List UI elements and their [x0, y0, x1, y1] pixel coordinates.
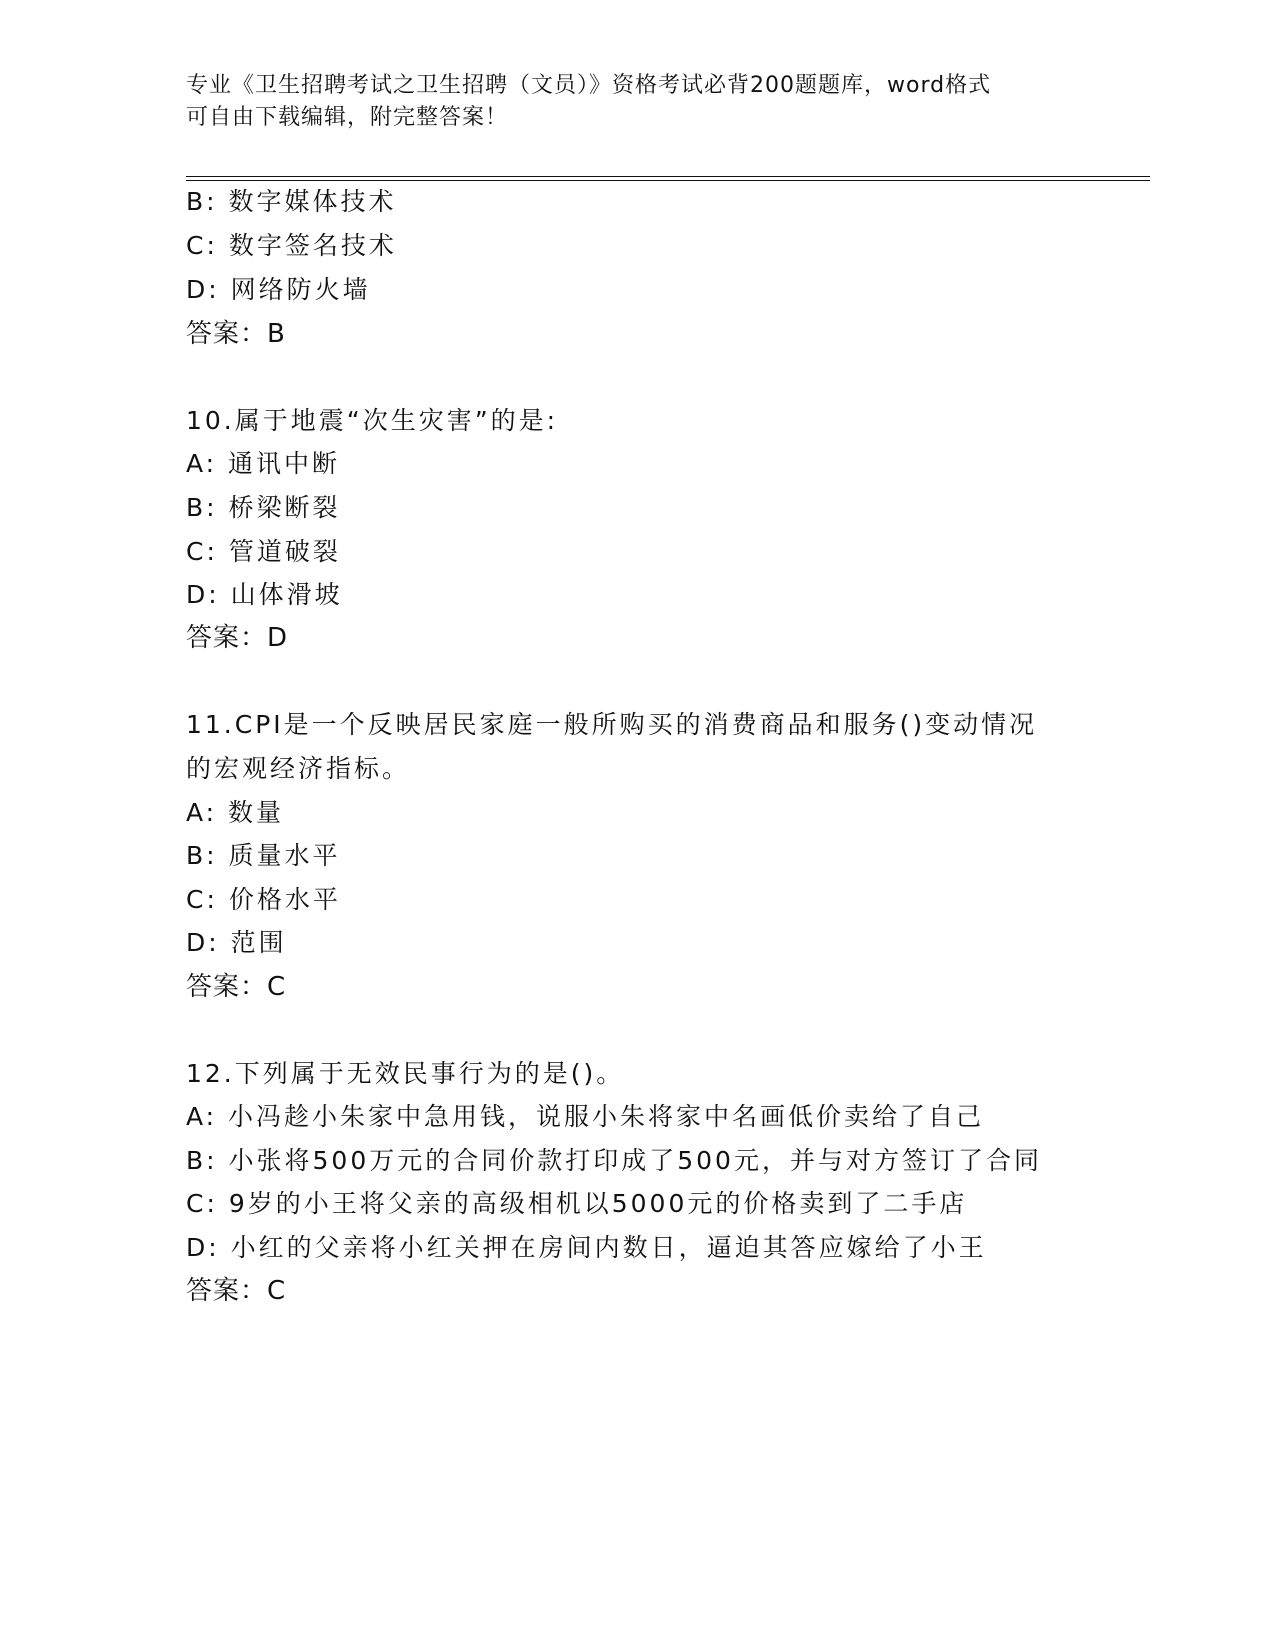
q10-option-a: A: 通讯中断	[186, 449, 341, 478]
q12-option-b: B: 小张将500万元的合同价款打印成了500元，并与对方签订了合同	[186, 1146, 1042, 1175]
header-divider-top	[186, 176, 1150, 177]
q10-option-b: B: 桥梁断裂	[186, 493, 341, 522]
document-header	[186, 70, 1066, 134]
q12-stem: 12.下列属于无效民事行为的是()。	[186, 1059, 625, 1088]
q9-option-b: B: 数字媒体技术	[186, 187, 397, 216]
q10-stem: 10.属于地震“次生灾害”的是:	[186, 406, 559, 435]
q11-stem-line-2: 的宏观经济指标。	[186, 754, 411, 783]
q11-answer: 答案：C	[186, 972, 287, 1002]
header-divider-bottom	[186, 180, 1150, 181]
q12-answer: 答案：C	[186, 1276, 287, 1306]
q12-option-d: D: 小红的父亲将小红关押在房间内数日，逼迫其答应嫁给了小王	[186, 1233, 987, 1262]
header-line-1: 专业《卫生招聘考试之卫生招聘（文员）》资格考试必背200题题库，word格式	[186, 73, 992, 98]
q9-option-c: C: 数字签名技术	[186, 231, 397, 260]
q9-option-d: D: 网络防火墙	[186, 275, 371, 304]
q10-option-c: C: 管道破裂	[186, 537, 341, 566]
q11-option-d: D: 范围	[186, 928, 287, 957]
q10-option-d: D: 山体滑坡	[186, 580, 343, 609]
q11-option-a: A: 数量	[186, 798, 285, 827]
q12-option-a: A: 小冯趁小朱家中急用钱，说服小朱将家中名画低价卖给了自己	[186, 1102, 985, 1131]
q10-answer: 答案：D	[186, 623, 289, 653]
q11-option-c: C: 价格水平	[186, 885, 341, 914]
q11-stem-line-1: 11.CPI是一个反映居民家庭一般所购买的消费商品和服务()变动情况	[186, 710, 1038, 739]
q9-answer: 答案：B	[186, 319, 286, 349]
header-line-2: 可自由下载编辑，附完整答案！	[186, 105, 509, 130]
q11-option-b: B: 质量水平	[186, 841, 341, 870]
q12-option-c: C: 9岁的小王将父亲的高级相机以5000元的价格卖到了二手店	[186, 1189, 968, 1218]
